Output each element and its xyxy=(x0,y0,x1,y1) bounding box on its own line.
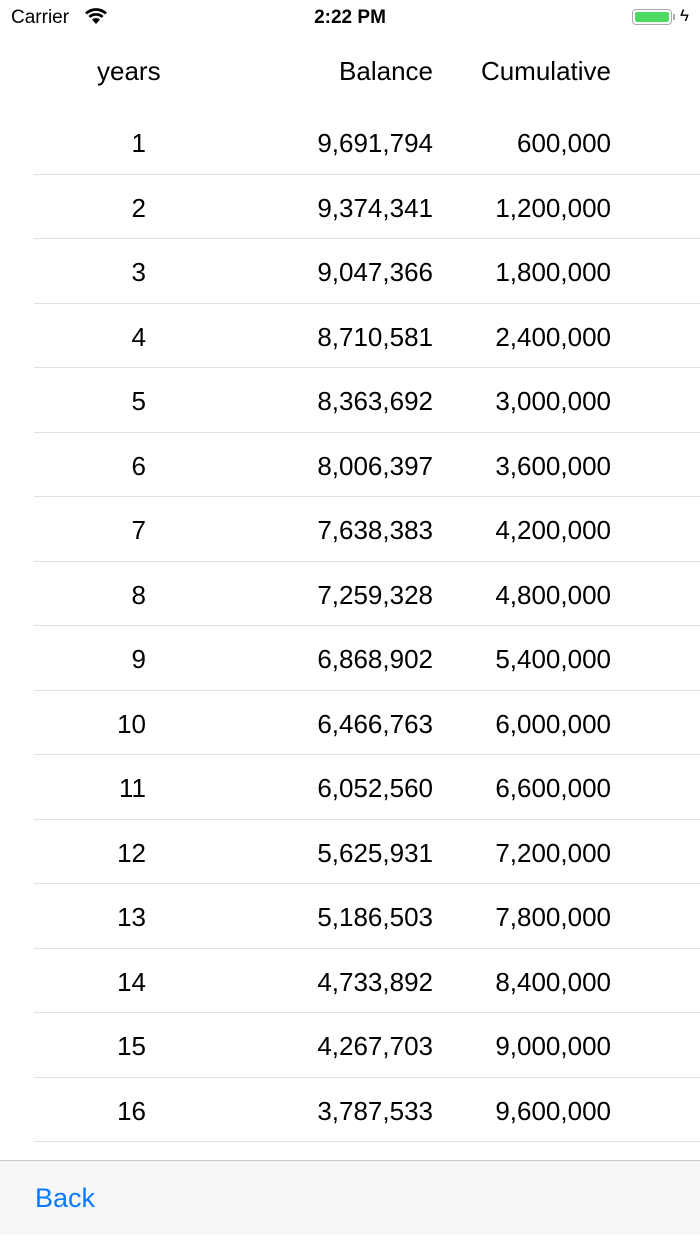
year-cell: 10 xyxy=(117,708,146,739)
header-balance: Balance xyxy=(339,56,433,86)
year-cell: 14 xyxy=(117,966,146,997)
year-cell: 15 xyxy=(117,1031,146,1061)
cumulative-cell: 7,200,000 xyxy=(495,837,611,868)
table-row[interactable] xyxy=(0,562,700,627)
year-cell: 13 xyxy=(117,902,146,932)
bottom-margin xyxy=(0,1235,700,1244)
balance-cell: 4,267,703 xyxy=(317,1031,433,1061)
year-cell: 6 xyxy=(131,450,146,481)
table-row[interactable] xyxy=(0,691,700,756)
back-button[interactable]: Back xyxy=(35,1183,96,1213)
table-row[interactable] xyxy=(0,175,700,240)
year-cell: 8 xyxy=(131,579,146,610)
balance-cell: 3,787,533 xyxy=(317,1095,433,1126)
cumulative-cell: 600,000 xyxy=(517,128,611,158)
table-row[interactable] xyxy=(0,110,700,175)
table-header xyxy=(0,56,700,92)
cumulative-cell: 3,600,000 xyxy=(495,450,611,481)
header-years: years xyxy=(97,56,161,86)
header-cumulative: Cumulative xyxy=(480,56,611,86)
balance-cell: 9,691,794 xyxy=(317,128,433,158)
table-row[interactable] xyxy=(0,755,700,820)
status-bar xyxy=(0,0,700,36)
balance-cell: 6,868,902 xyxy=(317,644,433,674)
year-cell: 11 xyxy=(119,773,146,803)
table-row[interactable] xyxy=(0,949,700,1014)
cumulative-cell: 6,000,000 xyxy=(495,708,611,739)
balance-cell: 4,733,892 xyxy=(317,966,433,997)
battery-nub xyxy=(673,14,675,20)
balance-cell: 5,625,931 xyxy=(317,837,433,868)
cumulative-cell: 1,200,000 xyxy=(495,192,611,223)
bottom-toolbar xyxy=(0,1160,700,1236)
year-cell: 3 xyxy=(131,257,146,287)
balance-cell: 9,047,366 xyxy=(317,257,433,287)
cumulative-cell: 2,400,000 xyxy=(495,321,611,352)
cumulative-cell: 8,400,000 xyxy=(495,966,611,997)
balance-cell: 8,006,397 xyxy=(317,450,433,481)
year-cell: 4 xyxy=(131,321,146,352)
table-row[interactable] xyxy=(0,1013,700,1078)
cumulative-cell: 6,600,000 xyxy=(495,773,611,803)
cumulative-cell: 7,800,000 xyxy=(495,902,611,932)
year-cell: 16 xyxy=(117,1095,146,1126)
year-cell: 1 xyxy=(131,128,146,158)
table-row[interactable] xyxy=(0,626,700,691)
cumulative-cell: 3,000,000 xyxy=(495,386,611,416)
balance-cell: 7,259,328 xyxy=(317,579,433,610)
table-body[interactable] xyxy=(0,110,700,1142)
balance-cell: 9,374,341 xyxy=(317,192,433,223)
table-row[interactable] xyxy=(0,239,700,304)
year-cell: 12 xyxy=(117,837,146,868)
table-row[interactable] xyxy=(0,304,700,369)
year-cell: 5 xyxy=(131,386,146,416)
table-row[interactable] xyxy=(0,820,700,885)
balance-cell: 5,186,503 xyxy=(317,902,433,932)
balance-cell: 7,638,383 xyxy=(317,515,433,545)
year-cell: 9 xyxy=(131,644,146,674)
table-row[interactable] xyxy=(0,884,700,949)
table-row[interactable] xyxy=(0,368,700,433)
clock: 2:22 PM xyxy=(314,7,386,28)
cumulative-cell: 1,800,000 xyxy=(495,257,611,287)
balance-cell: 6,052,560 xyxy=(317,773,433,803)
cumulative-cell: 9,000,000 xyxy=(495,1031,611,1061)
cumulative-cell: 9,600,000 xyxy=(495,1095,611,1126)
charging-bolt-icon: ϟ xyxy=(680,6,689,25)
balance-cell: 6,466,763 xyxy=(317,708,433,739)
year-cell: 7 xyxy=(131,515,146,545)
table-row[interactable] xyxy=(0,1078,700,1143)
balance-cell: 8,710,581 xyxy=(317,321,433,352)
battery-icon xyxy=(632,9,672,25)
cumulative-cell: 4,800,000 xyxy=(495,579,611,610)
year-cell: 2 xyxy=(131,192,146,223)
carrier-label: Carrier xyxy=(11,7,70,28)
table-row[interactable] xyxy=(0,433,700,498)
cumulative-cell: 5,400,000 xyxy=(495,644,611,674)
table-row[interactable] xyxy=(0,497,700,562)
cumulative-cell: 4,200,000 xyxy=(495,515,611,545)
balance-cell: 8,363,692 xyxy=(317,386,433,416)
